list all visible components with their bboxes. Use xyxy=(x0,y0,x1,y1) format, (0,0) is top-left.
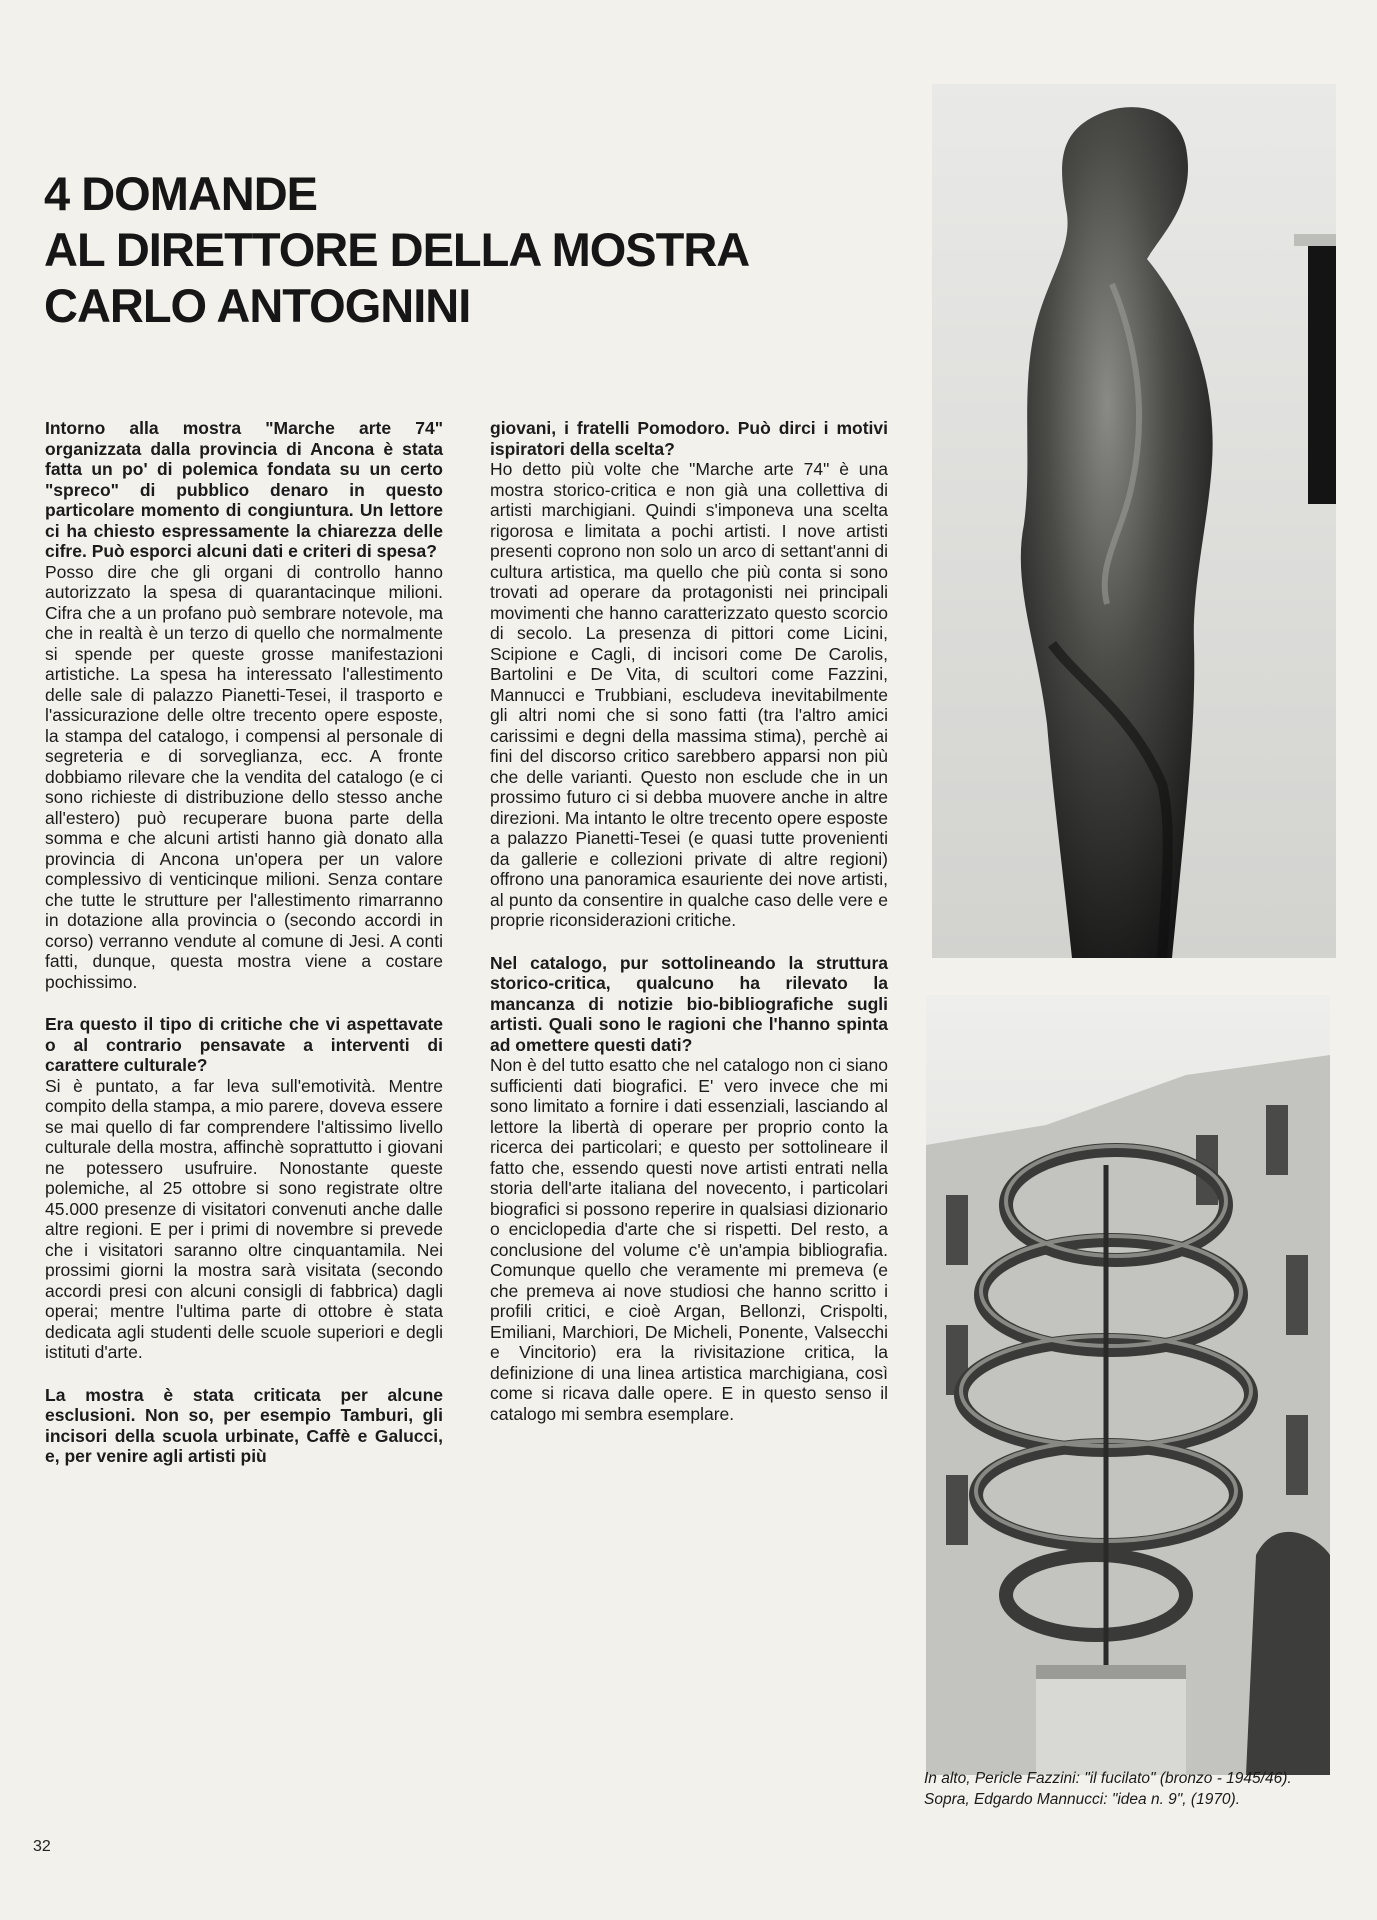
text-column-right xyxy=(490,418,888,1424)
caption-line-2: Sopra, Edgardo Mannucci: "idea n. 9", (1970). xyxy=(924,1791,1241,1808)
answer-1: Posso dire che gli organi di controllo hanno autorizzato la spesa di quarantacinque milioni. Cifra che a un profano può sembrare notevole, ma che in realtà è un terzo di quello che normalmente si spende per queste grosse manifestazioni artistiche. La spesa ha interessato l'allestimento delle sale di palazzo Pianetti-Tesei, il trasporto e l'assicurazione delle oltre trecento opere esposte, la stampa del catalogo, i compensi al personale di segreteria e di sorveglianza, ecc. A fronte dobbiamo rilevare che la vendita del catalogo (e ci sono richieste di distribuzione dello stesso anche all'estero) può recuperare buona parte della somma e che alcuni artisti hanno già donato alla provincia di Ancona un'opera per un valore complessivo di venticinque milioni. Senza contare che tutte le strutture per l'allestimento rimarranno in dotazione alla provincia o (secondo accordi in corso) verranno vendute al comune di Jesi. A conti fatti, dunque, questa mostra viene a costare pochissimo. xyxy=(45,561,443,992)
answer-2: Si è puntato, a far leva sull'emotività. Mentre compito della stampa, a mio parere, doveva essere se mai quello di far comprendere l'altissimo livello culturale della mostra, affinchè soprattutto i giovani ne potessero usufruire. Nonostante queste polemiche, al 25 ottobre si sono registrate oltre 45.000 presenze di visitatori convenuti anche dalle altre regioni. E per i primi di novembre si prevede che i visitatori saranno oltre cinquantamila. Nei prossimi giorni la mostra sarà visitata (secondo accordi presi con alcuni consigli di fabbrica) dagli operai; mentre l'ultima parte di ottobre è stata dedicata agli studenti delle scuole superiori e degli istituti d'arte. xyxy=(45,1075,443,1362)
sculpture-photo-fazzini xyxy=(932,84,1336,958)
question-3-continued: giovani, i fratelli Pomodoro. Può dirci i motivi ispiratori della scelta? xyxy=(490,418,888,459)
article-headline xyxy=(44,166,904,334)
question-3: La mostra è stata criticata per alcune esclusioni. Non so, per esempio Tamburi, gli incisori della scuola urbinate, Caffè e Galucci, e, per venire agli artisti più xyxy=(45,1384,443,1466)
answer-4: Non è del tutto esatto che nel catalogo non ci siano sufficienti dati biografici. E' vero invece che mi sono limitato a fornire i dati essenziali, lasciando al lettore la libertà di operare per proprio conto la ricerca dei particolari; e questo per sottolineare il fatto che, essendo questi nove artisti entrati nella storia dell'arte italiana del novecento, i particolari biografici si possono reperire in qualsiasi dizionario o enciclopedia d'arte che si rispetti. Del resto, a conclusione del volume c'è un'ampia bibliografia. Comunque quello che veramente mi premeva (e che premeva ai nove studiosi che hanno scritto i profili critici, e cioè Argan, Bellonzi, Crispolti, Emiliani, Marchiori, De Micheli, Ponente, Valsecchi e Vincitorio) era la rivisitazione critica, la definizione di una linea artistica marchigiana, così come si ricava dalle opere. E in questo senso il catalogo mi sembra esemplare. xyxy=(490,1055,888,1424)
headline-line-2: AL DIRETTORE DELLA MOSTRA xyxy=(44,223,750,276)
headline-line-3: CARLO ANTOGNINI xyxy=(44,279,471,332)
text-column-left xyxy=(45,418,443,1467)
sculpture-photo-mannucci xyxy=(926,995,1330,1775)
answer-3: Ho detto più volte che "Marche arte 74" è una mostra storico-critica e non già una collettiva di artisti marchigiani. Quindi s'imponeva una scelta rigorosa e limitata a pochi artisti. I nove artisti presenti coprono non solo un arco di settant'anni di cultura artistica, ma quello che più conta si sono trovati ad operare da protagonisti nei principali movimenti che hanno caratterizzato questo scorcio di secolo. La presenza di pittori come Licini, Scipione e Cagli, di incisori come De Carolis, Bartolini e De Vita, di scultori come Fazzini, Mannucci e Trubbiani, escludeva inevitabilmente gli altri nomi che si sono fatti (tra l'altro amici carissimi e degni della massima stima), perchè ai fini del discorso critico sarebbero apparsi non più che delle varianti. Questo non esclude che in un prossimo futuro ci si debba muovere anche in altre direzioni. Ma intanto le oltre trecento opere esposte a palazzo Pianetti-Tesei (e quasi tutte provenienti da gallerie e collezioni private di altre regioni) offrono una panoramica esauriente dei nove artisti, al punto da consentire in qualche caso delle vere e proprie riconsiderazioni critiche. xyxy=(490,459,888,930)
headline-line-1: 4 DOMANDE xyxy=(44,167,318,220)
question-1: Intorno alla mostra "Marche arte 74" organizzata dalla provincia di Ancona è stata fatta un po' di polemica fondata su un certo "spreco" di pubblico denaro in questo particolare momento di congiuntura. Un lettore ci ha chiesto espressamente la chiarezza delle cifre. Può esporci alcuni dati e criteri di spesa? xyxy=(45,418,443,561)
question-2: Era questo il tipo di critiche che vi aspettavate o al contrario pensavate a interventi di carattere culturale? xyxy=(45,1014,443,1075)
caption-line-1: In alto, Pericle Fazzini: "il fucilato" (bronzo - 1945/46). xyxy=(924,1770,1292,1787)
photo-caption xyxy=(924,1768,1340,1810)
page-number: 32 xyxy=(33,1838,51,1855)
question-4: Nel catalogo, pur sottolineando la struttura storico-critica, qualcuno ha rilevato la mancanza di notizie bio-bibliografiche sugli artisti. Quali sono le ragioni che l'hanno spinta ad omettere questi dati? xyxy=(490,952,888,1055)
